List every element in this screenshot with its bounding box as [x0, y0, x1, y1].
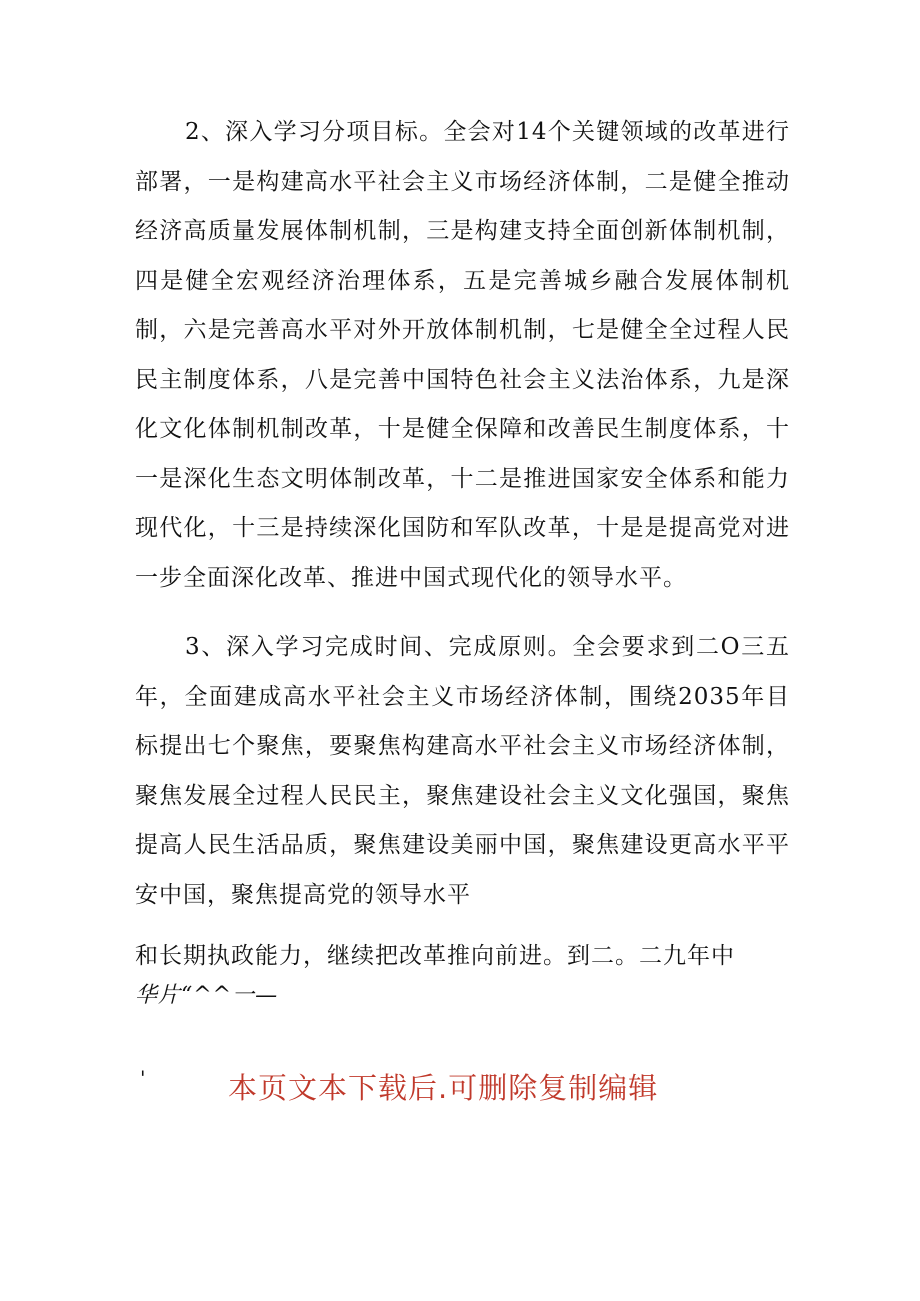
- garbled-line: 华片“^^一—: [135, 983, 279, 1008]
- stray-mark: ': [140, 1066, 146, 1090]
- paragraph-objectives: 2、深入学习分项目标。全会对14个关键领域的改革进行部署，一是构建高水平社会主义市场经济体制，二是健全推动经济高质量发展体制机制，三是构建支持全面创新体制机制，四是健全宏观经济治理体系，五是完善城乡融合发展体制机制，六是完善高水平对外开放体制机制，七是健全全过程人民民主制度体系，八是完善中国特色社会主义法治体系，九是深化文化体制机制改革，十是健全保障和改善民生制度体系，十一是深化生态文明体制改革，十二是推进国家安全体系和能力现代化，十三是持续深化国防和军队改革，十是是提高党对进一步全面深化改革、推进中国式现代化的领导水平。: [135, 119, 790, 591]
- download-note: 本页文本下载后.可删除复制编辑: [228, 1071, 659, 1105]
- continuation-line: 和长期执政能力，继续把改革推向前进。到二。二九年中: [135, 943, 735, 969]
- paragraph-timeline: 3、深入学习完成时间、完成原则。全会要求到二O三五年，全面建成高水平社会主义市场经济体制，围绕2035年目标提出七个聚焦，要聚焦构建高水平社会主义市场经济体制，聚焦发展全过程人民民主，聚焦建设社会主义文化强国，聚焦提高人民生活品质，聚焦建设美丽中国，聚焦建设更高水平平安中国，聚焦提高党的领导水平: [135, 634, 790, 908]
